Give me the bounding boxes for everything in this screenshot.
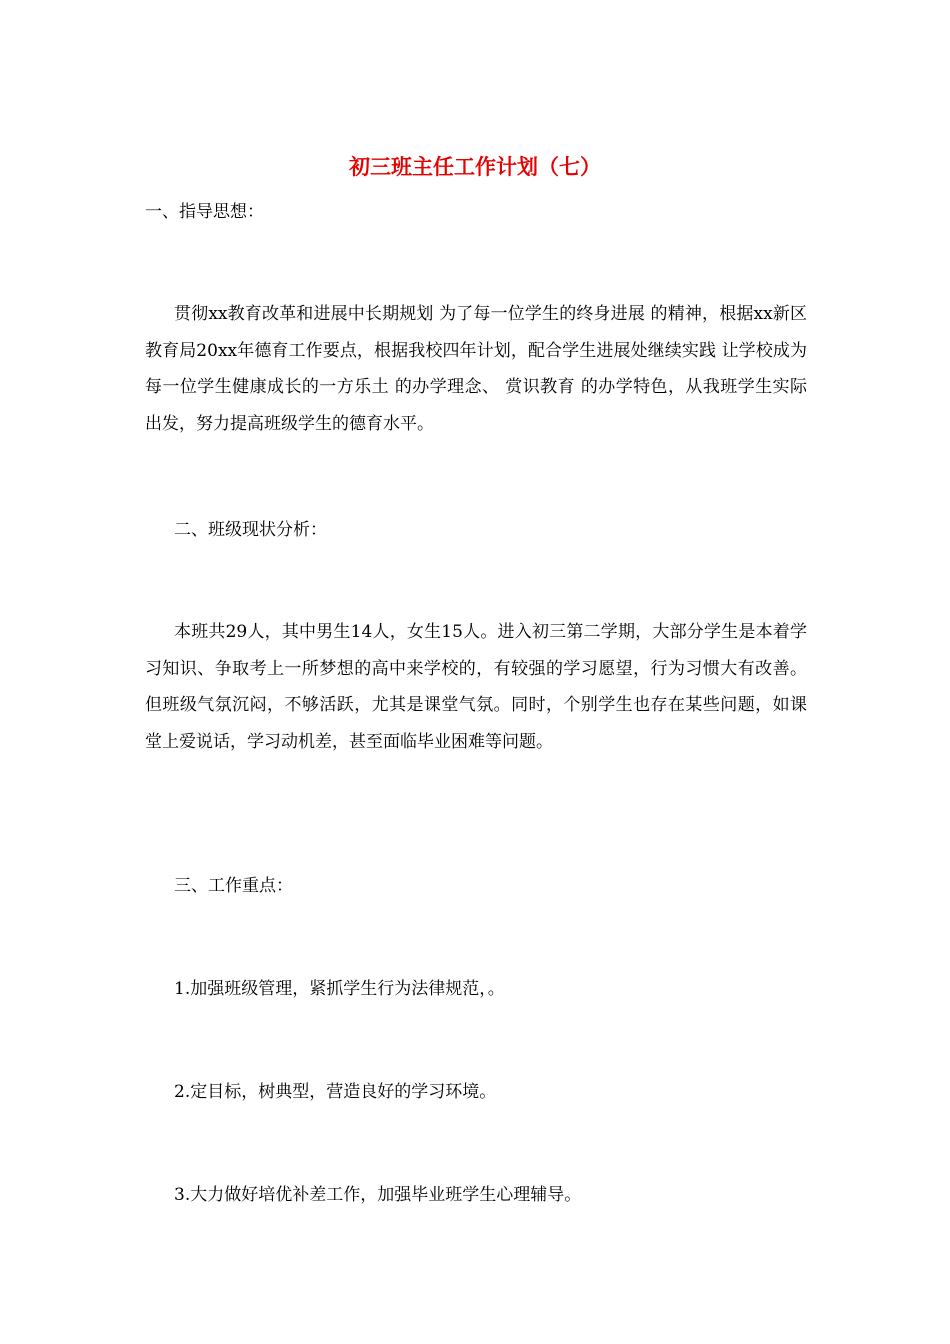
paragraph-class-analysis: 本班共29人，其中男生14人，女生15人。进入初三第二学期，大部分学生是本着学习知识、争取考上一所梦想的高中来学校的，有较强的学习愿望，行为习惯大有改善。但班级气氛沉闷，不够活跃，尤其是课堂气氛。同时，个别学生也存在某些问题，如课堂上爱说话，学习动机差，甚至面临毕业困难等问题。 [145,622,807,752]
list-item-point-1: 1.加强班级管理，紧抓学生行为法律规范，。 [174,979,505,999]
section-heading-key-work: 三、工作重点： [174,876,293,896]
section-heading-class-analysis: 二、班级现状分析： [174,520,327,540]
section-heading-guiding-ideology: 一、指导思想： [145,202,264,222]
list-item-point-2: 2.定目标，树典型，营造良好的学习环境。 [174,1082,497,1102]
paragraph-guiding-ideology: 贯彻xx教育改革和进展中长期规划 为了每一位学生的终身进展 的精神，根据xx新区教育局20xx年德育工作要点，根据我校四年计划，配合学生进展处继续实践 让学校成为每一位学生健康成长的一方乐土 的办学理念、 赏识教育 的办学特色，从我班学生实际出发，努力提高班级学生的德育水平。 [145,304,807,434]
document-title: 初三班主任工作计划（七） [349,154,601,179]
list-item-point-3: 3.大力做好培优补差工作，加强毕业班学生心理辅导。 [174,1185,582,1205]
